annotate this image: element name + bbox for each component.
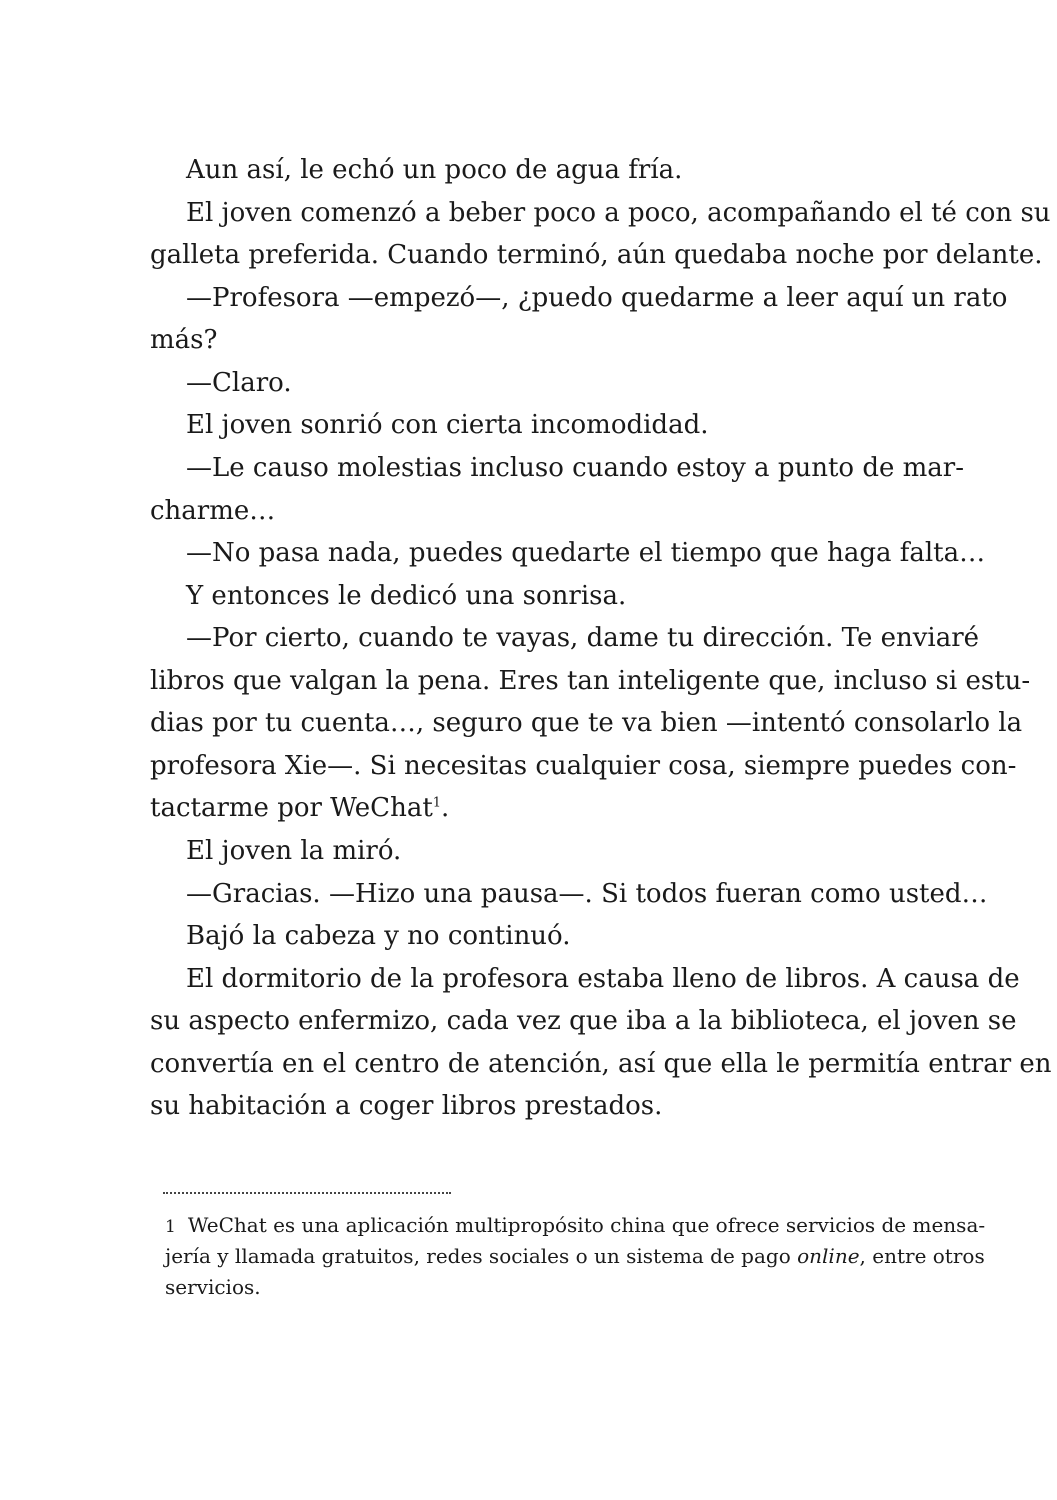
paragraph-line: Bajó la cabeza y no continuó. [186, 921, 571, 951]
paragraph-line: Aun así, le echó un poco de agua fría. [186, 155, 683, 185]
paragraph-text: tactarme por WeChat [150, 793, 433, 823]
paragraph-line [150, 793, 923, 823]
footnote-separator [163, 1192, 451, 1194]
paragraph-line: El joven sonrió con cierta incomodidad. [186, 410, 709, 440]
footnote-line [165, 1211, 986, 1241]
paragraph-line: —No pasa nada, puedes quedarte el tiempo que haga falta… [186, 538, 986, 568]
footnote-line [165, 1242, 985, 1270]
paragraph-line: charme… [150, 496, 276, 526]
footnote-reference[interactable]: 1 [432, 795, 442, 811]
footnote-number: 1 [165, 1217, 176, 1237]
footnote-text: jería y llamada gratuitos, redes sociales o un sistema de pago [165, 1244, 798, 1268]
paragraph-line: convertía en el centro de atención, así que ella le permitía entrar en [150, 1049, 1052, 1079]
paragraph-line: —Profesora —empezó—, ¿puedo quedarme a leer aquí un rato [186, 283, 1008, 313]
paragraph-line: —Le causo molestias incluso cuando estoy a punto de mar- [186, 453, 964, 483]
paragraph-line: El dormitorio de la profesora estaba lleno de libros. A causa de [186, 964, 1020, 994]
sentence-period: . [441, 793, 450, 823]
paragraph-line: su aspecto enfermizo, cada vez que iba a la biblioteca, el joven se [150, 1006, 1017, 1036]
paragraph-line: libros que valgan la pena. Eres tan inteligente que, incluso si estu- [150, 666, 1031, 696]
footnote-text: , entre otros [859, 1244, 985, 1268]
paragraph-line: dias por tu cuenta…, seguro que te va bien —intentó consolarlo la [150, 708, 1023, 738]
paragraph-line: profesora Xie—. Si necesitas cualquier cosa, siempre puedes con- [150, 751, 1017, 781]
paragraph-line: —Por cierto, cuando te vayas, dame tu dirección. Te enviaré [186, 623, 980, 653]
footnote-text: WeChat es una aplicación multipropósito china que ofrece servicios de mensa- [187, 1213, 986, 1237]
paragraph-line: más? [150, 325, 218, 355]
paragraph-line: —Gracias. —Hizo una pausa—. Si todos fueran como usted… [186, 879, 988, 909]
footnote-line: servicios. [165, 1275, 261, 1299]
paragraph-line: —Claro. [186, 368, 292, 398]
paragraph-line: El joven la miró. [186, 836, 402, 866]
footnote-italic-text: online [797, 1244, 860, 1268]
paragraph-line: El joven comenzó a beber poco a poco, acompañando el té con su [186, 198, 1051, 228]
paragraph-line: galleta preferida. Cuando terminó, aún quedaba noche por delante. [150, 240, 1043, 270]
paragraph-line: Y entonces le dedicó una sonrisa. [186, 581, 627, 611]
paragraph-line: su habitación a coger libros prestados. [150, 1091, 663, 1121]
